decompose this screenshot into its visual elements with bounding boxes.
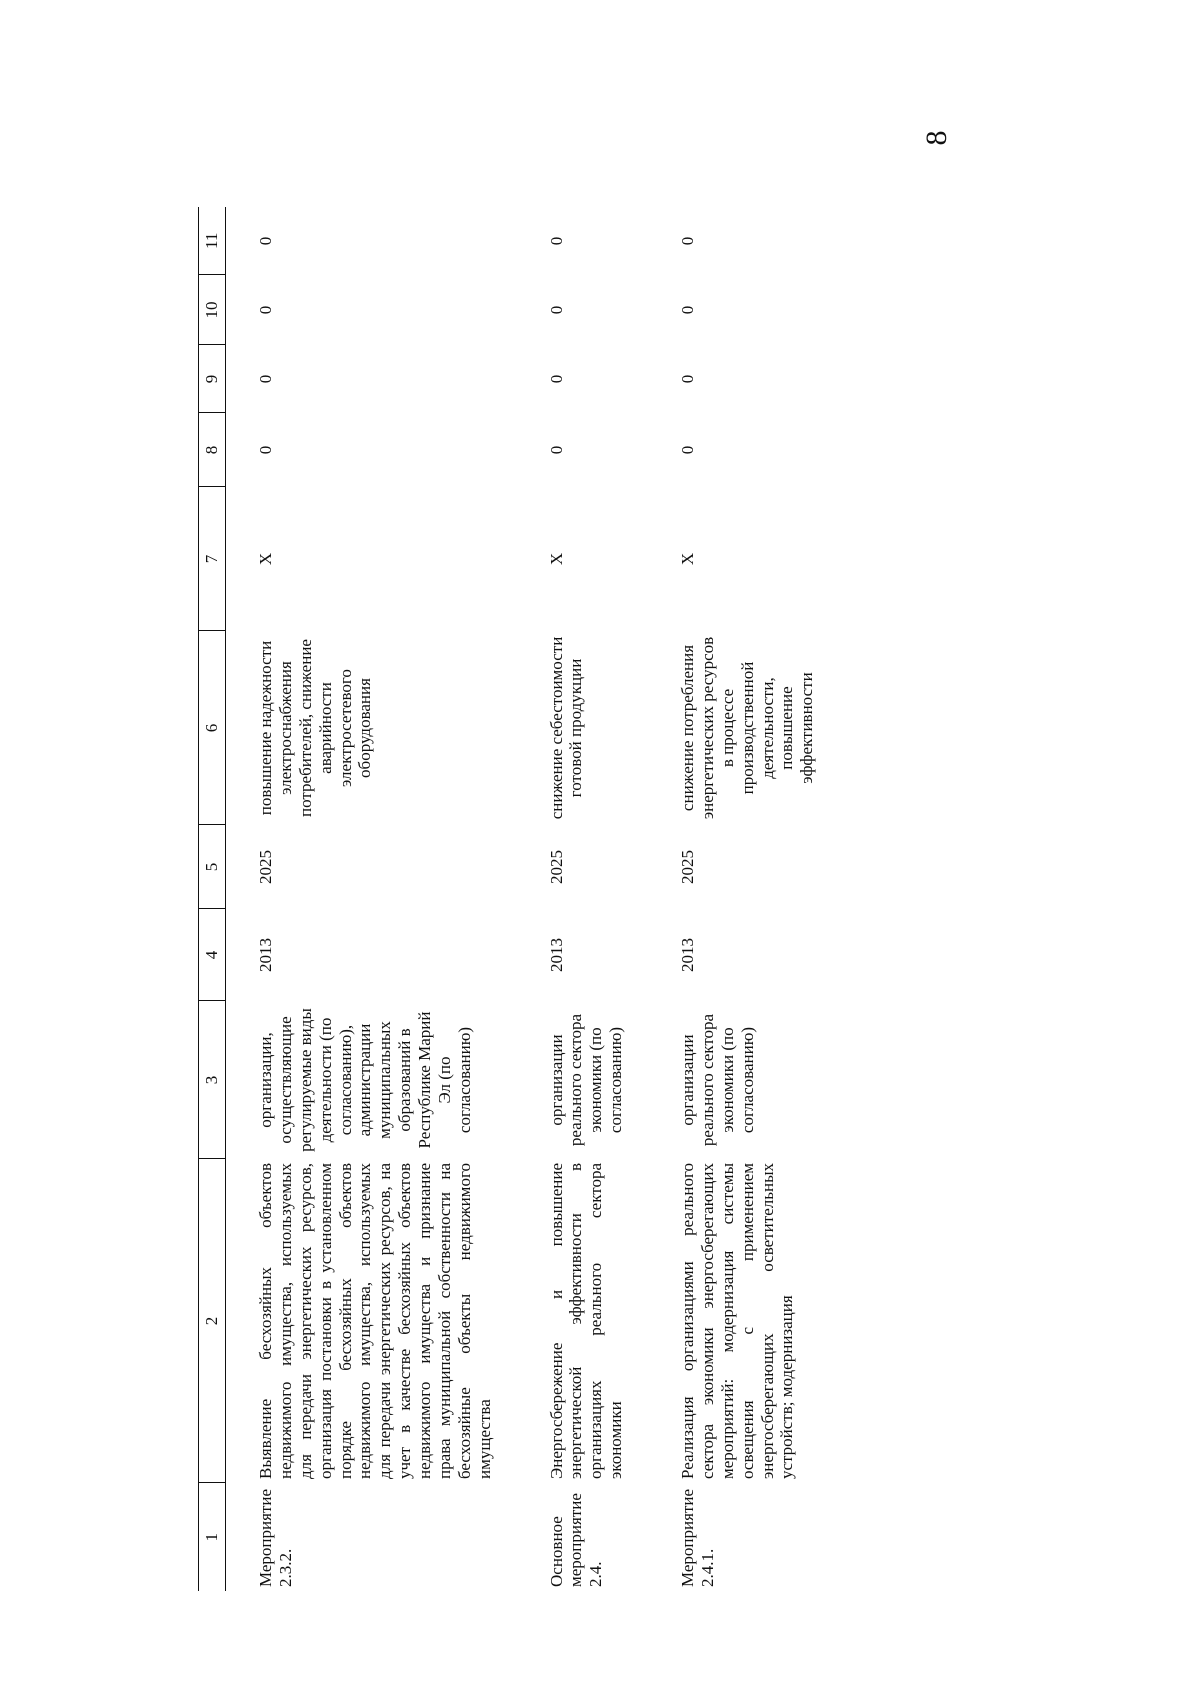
expected-result-cell: повышение надежности электроснабжения потребителей, снижение аварийности электросетевого оборудования — [256, 639, 375, 817]
col9-cell: 0 — [546, 374, 566, 384]
col9-cell: 0 — [678, 374, 697, 384]
measure-id-cell: Мероприятие 2.4.1. — [678, 1488, 717, 1587]
col-header-8: 8 — [199, 413, 226, 487]
measure-description-cell: Выявление бесхозяйных объектов недвижимого имущества, используемых для передачи энергетических ресурсов, организация постановки в установленном порядке бесхозяйных объектов недвижимого имущества, используемых для передачи энергетических ресурсов, на учет в качестве бесхозяйных объектов недвижимого имущества и признание права муниципальной собственности на бесхозяйные объекты недвижимого имущества — [256, 1163, 494, 1479]
measures-table — [198, 207, 839, 1591]
col-header-7: 7 — [199, 487, 226, 631]
expected-result-cell: снижение потребления энергетических ресурсов в процессе производственной деятельности, повышение эффективности — [678, 636, 817, 820]
col10-cell: 0 — [546, 305, 566, 315]
measure-id-cell: Основное мероприятие 2.4. — [546, 1493, 606, 1587]
col11-cell: 0 — [256, 236, 275, 246]
expected-result-cell: снижение себестоимости готовой продукции — [546, 636, 586, 820]
col-header-3: 3 — [199, 1001, 226, 1159]
end-year-cell: 2025 — [546, 850, 566, 884]
rotated-table-wrapper — [198, 207, 968, 1591]
table-row — [226, 207, 517, 1591]
col-header-1: 1 — [199, 1483, 226, 1591]
col8-cell: 0 — [256, 445, 275, 455]
header-row — [199, 207, 226, 1591]
start-year-cell: 2013 — [256, 938, 275, 972]
start-year-cell: 2013 — [678, 938, 697, 972]
measure-id-cell: Мероприятие 2.3.2. — [256, 1488, 295, 1587]
col-header-4: 4 — [199, 909, 226, 1001]
start-year-cell: 2013 — [546, 938, 566, 972]
end-year-cell: 2025 — [256, 850, 275, 884]
col10-cell: 0 — [678, 305, 697, 315]
table-row — [517, 207, 649, 1591]
col11-cell: 0 — [546, 236, 566, 246]
col7-cell: Х — [256, 552, 275, 566]
executor-cell: организации реального сектора экономики (по согласованию) — [546, 1013, 626, 1147]
col-header-11: 11 — [199, 207, 226, 275]
col11-cell: 0 — [678, 236, 697, 246]
end-year-cell: 2025 — [678, 850, 697, 884]
col9-cell: 0 — [256, 374, 275, 384]
col8-cell: 0 — [546, 445, 566, 455]
col-header-10: 10 — [199, 275, 226, 345]
col-header-6: 6 — [199, 631, 226, 825]
col7-cell: Х — [546, 552, 566, 566]
executor-cell: организации реального сектора экономики (по согласованию) — [678, 1013, 757, 1147]
table-row — [648, 207, 839, 1591]
col10-cell: 0 — [256, 305, 275, 315]
col8-cell: 0 — [678, 445, 697, 455]
col7-cell: Х — [678, 552, 697, 566]
measure-description-cell: Реализация организациями реального сектора экономики энергосберегающих мероприятий: модернизация системы освещения с применением энергосберегающих осветительных устройств; модернизация — [678, 1163, 797, 1479]
col-header-2: 2 — [199, 1159, 226, 1483]
col-header-5: 5 — [199, 825, 226, 909]
executor-cell: организации, осуществляющие регулируемые виды деятельности (по согласованию), администрации муниципальных образований в Республике Марий Эл (по согласованию) — [256, 1008, 474, 1152]
page-number: 8 — [920, 130, 953, 146]
measure-description-cell: Энергосбережение и повышение энергетической эффективности в организациях реального сектора экономики — [546, 1163, 626, 1479]
col-header-9: 9 — [199, 345, 226, 413]
